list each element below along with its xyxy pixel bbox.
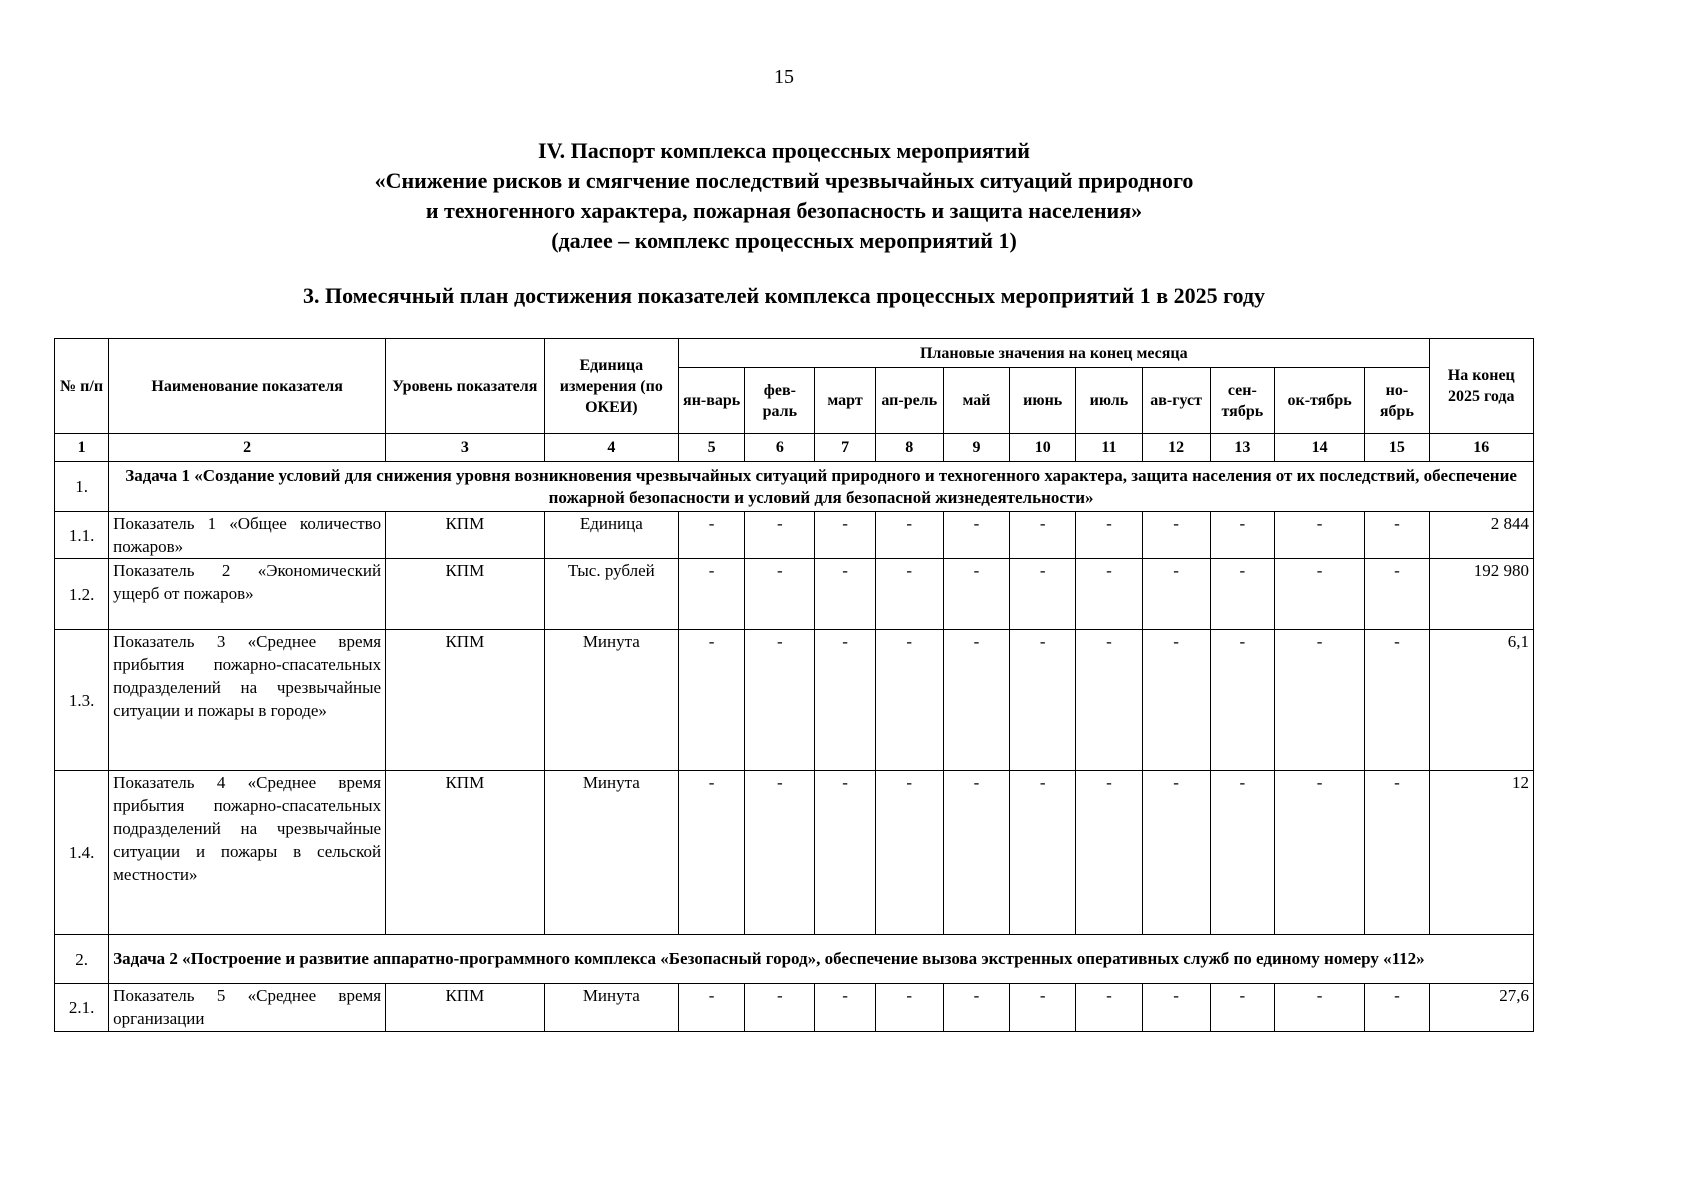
task-row xyxy=(55,462,1534,512)
title-line: IV. Паспорт комплекса процессных мероприятий xyxy=(538,138,1030,163)
month-value: - xyxy=(1210,630,1274,771)
month-value: - xyxy=(943,630,1009,771)
month-value: - xyxy=(745,771,815,935)
column-number: 2 xyxy=(109,434,386,462)
indicator-level: КПМ xyxy=(386,512,545,559)
month-value: - xyxy=(1210,559,1274,630)
month-value: - xyxy=(1365,559,1429,630)
column-number: 11 xyxy=(1076,434,1142,462)
monthly-plan-table xyxy=(54,338,1534,1032)
task-text: Задача 2 «Построение и развитие аппаратно-программного комплекса «Безопасный город», обеспечение вызова экстренных оперативных служб по единому номеру «112» xyxy=(109,935,1534,984)
column-number: 9 xyxy=(943,434,1009,462)
header-name: Наименование показателя xyxy=(109,339,386,434)
month-value: - xyxy=(1365,771,1429,935)
month-value: - xyxy=(1076,559,1142,630)
month-value: - xyxy=(1274,771,1364,935)
month-value: - xyxy=(875,984,943,1032)
header-month: ап-рель xyxy=(875,368,943,434)
indicator-name: Показатель 4 «Среднее время прибытия пожарно-спасательных подразделений на чрезвычайные ситуации и пожары в сельской местности» xyxy=(109,771,386,935)
page-number: 15 xyxy=(774,66,794,88)
indicator-level: КПМ xyxy=(386,984,545,1032)
indicator-unit: Минута xyxy=(544,630,678,771)
month-value: - xyxy=(1274,512,1364,559)
header-planned: Плановые значения на конец месяца xyxy=(679,339,1430,368)
month-value: - xyxy=(745,984,815,1032)
month-value: - xyxy=(943,512,1009,559)
year-end-value: 27,6 xyxy=(1429,984,1533,1032)
month-value: - xyxy=(1142,559,1210,630)
indicator-name: Показатель 1 «Общее количество пожаров» xyxy=(109,512,386,559)
year-end-value: 2 844 xyxy=(1429,512,1533,559)
column-number-row xyxy=(55,434,1534,462)
column-number: 4 xyxy=(544,434,678,462)
header-month: ав-густ xyxy=(1142,368,1210,434)
month-value: - xyxy=(1010,512,1076,559)
row-number: 1.3. xyxy=(55,630,109,771)
header-month: ян-варь xyxy=(679,368,745,434)
header-month: но-ябрь xyxy=(1365,368,1429,434)
column-number: 8 xyxy=(875,434,943,462)
month-value: - xyxy=(1010,559,1076,630)
indicator-name: Показатель 3 «Среднее время прибытия пожарно-спасательных подразделений на чрезвычайные ситуации и пожары в городе» xyxy=(109,630,386,771)
title-line: (далее – комплекс процессных мероприятий 1) xyxy=(551,228,1017,253)
column-number: 6 xyxy=(745,434,815,462)
month-value: - xyxy=(1274,559,1364,630)
month-value: - xyxy=(875,630,943,771)
task-row xyxy=(55,935,1534,984)
month-value: - xyxy=(815,512,875,559)
title-line: и техногенного характера, пожарная безопасность и защита населения» xyxy=(425,198,1143,223)
header-unit: Единица измерения (по ОКЕИ) xyxy=(544,339,678,434)
header-year-end: На конец 2025 года xyxy=(1429,339,1533,434)
month-value: - xyxy=(1076,512,1142,559)
month-value: - xyxy=(1076,771,1142,935)
table-body xyxy=(55,462,1534,1032)
month-value: - xyxy=(875,771,943,935)
indicator-name: Показатель 5 «Среднее время организации xyxy=(109,984,386,1032)
month-value: - xyxy=(1274,630,1364,771)
row-number: 1.4. xyxy=(55,771,109,935)
task-number: 1. xyxy=(55,462,109,512)
year-end-value: 12 xyxy=(1429,771,1533,935)
table-row xyxy=(55,512,1534,559)
month-value: - xyxy=(1210,771,1274,935)
month-value: - xyxy=(679,771,745,935)
task-number: 2. xyxy=(55,935,109,984)
task-text: Задача 1 «Создание условий для снижения уровня возникновения чрезвычайных ситуаций природного и техногенного характера, защита населения от их последствий, обеспечение пожарной безопасности и условий для безопасной жизнедеятельности» xyxy=(109,462,1534,512)
indicator-name: Показатель 2 «Экономический ущерб от пожаров» xyxy=(109,559,386,630)
column-number: 1 xyxy=(55,434,109,462)
indicator-unit: Единица xyxy=(544,512,678,559)
month-value: - xyxy=(943,984,1009,1032)
indicator-level: КПМ xyxy=(386,559,545,630)
month-value: - xyxy=(1142,771,1210,935)
month-value: - xyxy=(1010,984,1076,1032)
month-value: - xyxy=(1142,984,1210,1032)
indicator-unit: Минута xyxy=(544,771,678,935)
table-row xyxy=(55,559,1534,630)
month-value: - xyxy=(1142,630,1210,771)
month-value: - xyxy=(943,771,1009,935)
month-value: - xyxy=(815,559,875,630)
month-value: - xyxy=(679,512,745,559)
indicator-level: КПМ xyxy=(386,630,545,771)
year-end-value: 6,1 xyxy=(1429,630,1533,771)
month-value: - xyxy=(875,559,943,630)
row-number: 2.1. xyxy=(55,984,109,1032)
header-level: Уровень показателя xyxy=(386,339,545,434)
table-row xyxy=(55,984,1534,1032)
row-number: 1.1. xyxy=(55,512,109,559)
row-number: 1.2. xyxy=(55,559,109,630)
month-value: - xyxy=(745,630,815,771)
month-value: - xyxy=(679,559,745,630)
month-value: - xyxy=(943,559,1009,630)
header-month: март xyxy=(815,368,875,434)
table-row xyxy=(55,630,1534,771)
column-number: 12 xyxy=(1142,434,1210,462)
header-month: июнь xyxy=(1010,368,1076,434)
header-month: май xyxy=(943,368,1009,434)
month-value: - xyxy=(1365,512,1429,559)
column-number: 15 xyxy=(1365,434,1429,462)
month-value: - xyxy=(815,771,875,935)
column-number: 10 xyxy=(1010,434,1076,462)
month-value: - xyxy=(679,630,745,771)
column-number: 3 xyxy=(386,434,545,462)
month-value: - xyxy=(745,512,815,559)
month-value: - xyxy=(1365,630,1429,771)
month-value: - xyxy=(745,559,815,630)
month-value: - xyxy=(815,984,875,1032)
year-end-value: 192 980 xyxy=(1429,559,1533,630)
month-value: - xyxy=(875,512,943,559)
header-num: № п/п xyxy=(55,339,109,434)
month-value: - xyxy=(1274,984,1364,1032)
column-number: 7 xyxy=(815,434,875,462)
header-month: ок-тябрь xyxy=(1274,368,1364,434)
month-value: - xyxy=(815,630,875,771)
title-line: «Снижение рисков и смягчение последствий чрезвычайных ситуаций природного xyxy=(374,168,1194,193)
header-month: фев-раль xyxy=(745,368,815,434)
indicator-unit: Минута xyxy=(544,984,678,1032)
month-value: - xyxy=(1010,771,1076,935)
month-value: - xyxy=(1076,630,1142,771)
section-subtitle: 3. Помесячный план достижения показателей комплекса процессных мероприятий 1 в 2025 году xyxy=(302,283,1266,308)
document-title xyxy=(0,136,1568,256)
month-value: - xyxy=(1142,512,1210,559)
header-month: сен-тябрь xyxy=(1210,368,1274,434)
month-value: - xyxy=(1010,630,1076,771)
column-number: 5 xyxy=(679,434,745,462)
month-value: - xyxy=(679,984,745,1032)
indicator-level: КПМ xyxy=(386,771,545,935)
column-number: 14 xyxy=(1274,434,1364,462)
month-value: - xyxy=(1365,984,1429,1032)
table-row xyxy=(55,771,1534,935)
month-value: - xyxy=(1210,512,1274,559)
header-month: июль xyxy=(1076,368,1142,434)
indicator-unit: Тыс. рублей xyxy=(544,559,678,630)
column-number: 13 xyxy=(1210,434,1274,462)
month-value: - xyxy=(1076,984,1142,1032)
column-number: 16 xyxy=(1429,434,1533,462)
month-value: - xyxy=(1210,984,1274,1032)
